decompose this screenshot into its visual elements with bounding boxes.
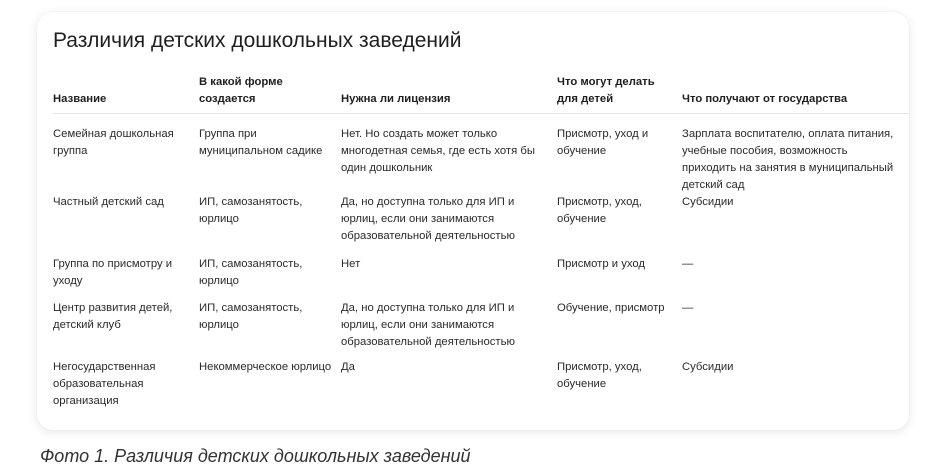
cell-services: Обучение, присмотр — [557, 302, 665, 314]
header-form: В какой форме создается — [199, 70, 341, 114]
cell-name: Частный детский сад — [53, 196, 164, 208]
cell-services: Присмотр, уход, обучение — [557, 196, 642, 225]
cell-state-support: Субсидии — [682, 361, 734, 373]
cell-services: Присмотр, уход, обучение — [557, 361, 642, 390]
comparison-table — [53, 70, 909, 411]
comparison-card — [37, 12, 909, 430]
cell-name: Семейная дошкольная группа — [53, 128, 174, 157]
header-license: Нужна ли лицензия — [341, 70, 557, 114]
figure-caption: Фото 1. Различия детских дошкольных заведений — [40, 446, 471, 466]
table-row — [53, 300, 909, 359]
table-row — [53, 114, 909, 195]
header-name: Название — [53, 70, 199, 114]
header-services: Что могут делать для детей — [557, 70, 682, 114]
cell-name: Негосударственная образовательная организация — [53, 361, 156, 407]
cell-license: Нет. Но создать может только многодетная семья, где есть хотя бы один дошкольник — [341, 128, 535, 174]
cell-form: ИП, самозанятость, юрлицо — [199, 196, 303, 225]
cell-name: Группа по присмотру и уходу — [53, 258, 173, 287]
cell-license: Да, но доступна только для ИП и юрлиц, если они занимаются образовательной деятельностью — [341, 196, 515, 242]
table-header-row — [53, 70, 909, 114]
cell-form: Группа при муниципальном садике — [199, 128, 323, 157]
cell-license: Да, но доступна только для ИП и юрлиц, если они занимаются образовательной деятельностью — [341, 302, 515, 348]
cell-form: ИП, самозанятость, юрлицо — [199, 258, 303, 287]
cell-services: Присмотр и уход — [557, 258, 646, 270]
cell-state-support: Субсидии — [682, 196, 734, 208]
table-title: Различия детских дошкольных заведений — [53, 29, 462, 52]
cell-license: Да — [341, 361, 355, 373]
cell-services: Присмотр, уход и обучение — [557, 128, 649, 157]
table-row — [53, 194, 909, 256]
cell-state-support: — — [682, 258, 694, 270]
cell-form: ИП, самозанятость, юрлицо — [199, 302, 303, 331]
table-row — [53, 256, 909, 300]
cell-form: Некоммерческое юрлицо — [199, 361, 332, 373]
header-state-support: Что получают от государства — [682, 70, 909, 114]
table-row — [53, 359, 909, 411]
cell-name: Центр развития детей, детский клуб — [53, 302, 173, 331]
cell-license: Нет — [341, 258, 361, 270]
cell-state-support: — — [682, 302, 694, 314]
cell-state-support: Зарплата воспитателю, оплата питания, учебные пособия, возможность приходить на занятия в муниципальный детский сад — [682, 128, 894, 191]
